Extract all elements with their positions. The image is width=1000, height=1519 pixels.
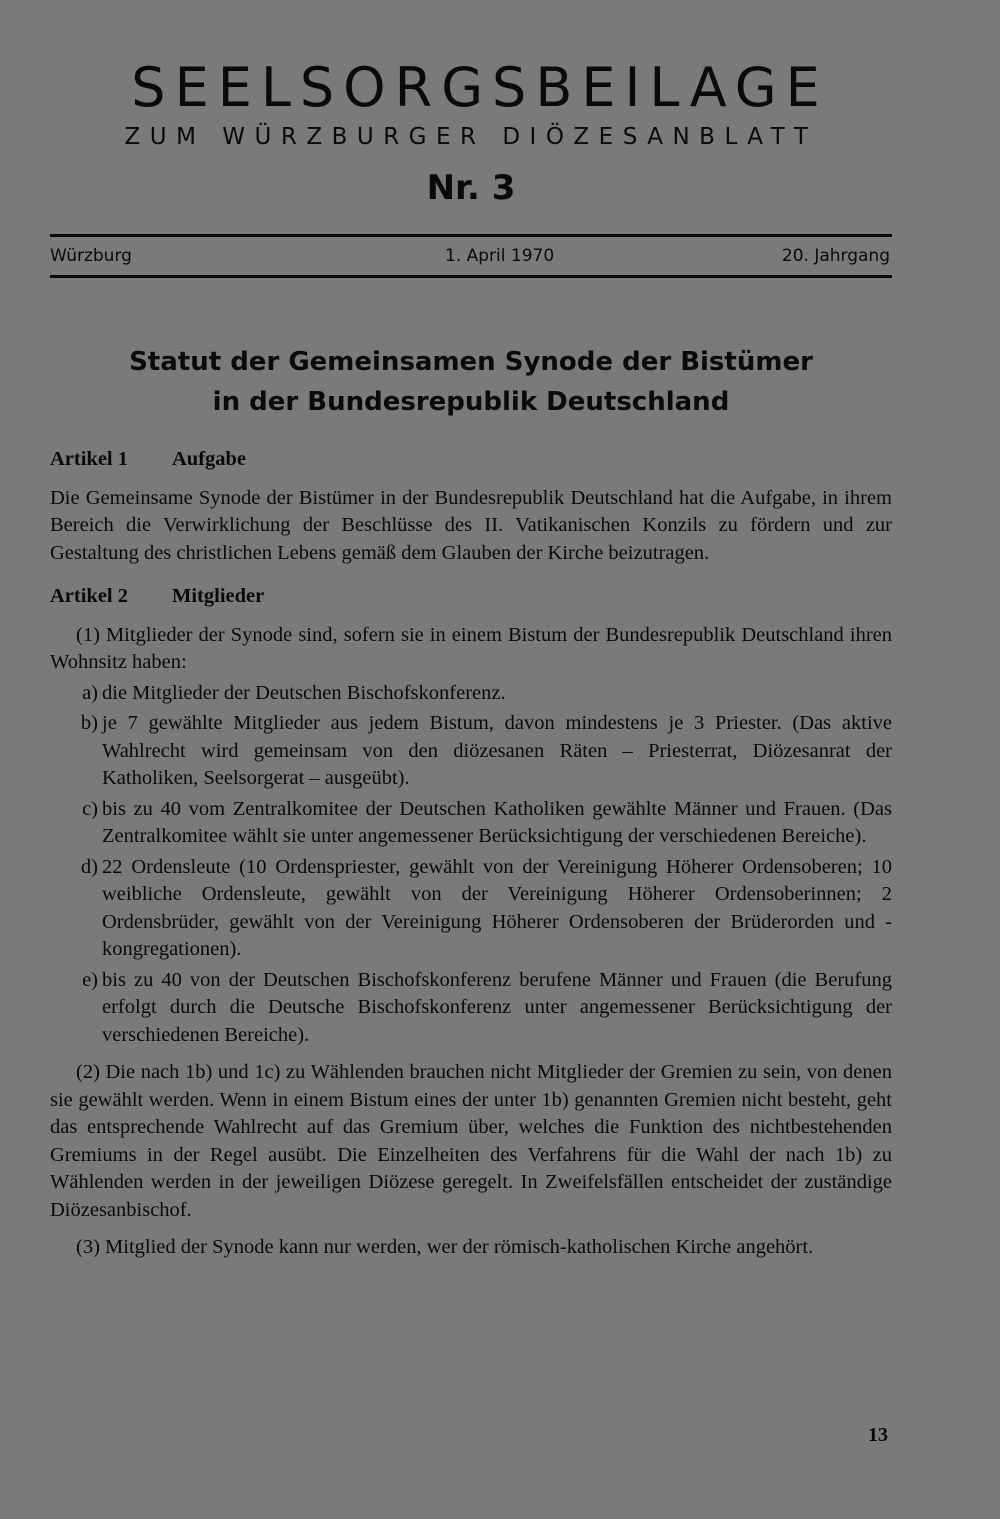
article-2-paragraph-2: (2) Die nach 1b) und 1c) zu Wählenden brauchen nicht Mitglieder der Gremien zu sein, von denen sie gewählt werden. Wenn in einem Bistum eines der unter 1b) genannten Gremien nicht besteht, geht das entsprechende Wahlrecht auf das Gremium über, welches die Funktion des nichtbestehenden Gremiums in der Regel ausübt. Die Einzelheiten des Verfahrens für die Wahl der nach 1b) zu Wählenden werden in der jeweiligen Diözese geregelt. In Zweifelsfällen entscheidet der zuständige Diözesanbischof.	[50, 1061, 892, 1221]
masthead-subtitle: ZUM WÜRZBURGER DIÖZESANBLATT	[124, 124, 818, 150]
document-title-line-1: Statut der Gemeinsamen Synode der Bistümer	[129, 347, 813, 377]
list-item-marker: e)	[82, 968, 98, 991]
article-1-text: Die Gemeinsame Synode der Bistümer in der Bundesrepublik Deutschland hat die Aufgabe, in ihrem Bereich die Verwirklichung der Beschlüsse des II. Vatikanischen Konzils zu fördern und zur Gestaltung des christlichen Lebens gemäß dem Glauben der Kirche beizutragen.	[50, 486, 892, 564]
article-1-label: Artikel 1	[50, 448, 128, 470]
dateline-place: Würzburg	[50, 246, 132, 266]
article-2-label: Artikel 2	[50, 585, 128, 607]
masthead	[50, 56, 892, 210]
list-item	[50, 967, 892, 1050]
list-item-text: bis zu 40 von der Deutschen Bischofskonferenz berufene Männer und Frauen (die Berufung erfolgt durch die Deutsche Bischofskonferenz unter angemessener Berücksichtigung der verschiedenen Bereiche).	[102, 968, 892, 1046]
dateline	[50, 234, 892, 278]
page-number: 13	[868, 1424, 888, 1446]
list-item	[50, 680, 892, 708]
article-1-title: Aufgabe	[172, 448, 247, 470]
document-title	[50, 342, 892, 422]
masthead-title: SEELSORGSBEILAGE	[131, 56, 829, 119]
list-item-marker: a)	[82, 681, 98, 704]
dateline-date: 1. April 1970	[445, 246, 555, 266]
document-title-line-2: in der Bundesrepublik Deutschland	[212, 387, 730, 417]
dateline-volume: 20. Jahrgang	[781, 246, 890, 266]
list-item-text: je 7 gewählte Mitglieder aus jedem Bistum, davon mindestens je 3 Priester. (Das aktive Wahlrecht wird gemeinsam von den diözesanen Räten – Priesterrat, Diözesanrat der Katholiken, Seelsorgerat – ausgeübt).	[102, 712, 892, 789]
list-item	[50, 796, 892, 851]
article-2-heading	[50, 583, 892, 611]
issue-number: Nr. 3	[426, 168, 516, 208]
article-2-paragraph-1: (1) Mitglieder der Synode sind, sofern sie in einem Bistum der Bundesrepublik Deutschland ihren Wohnsitz haben:	[50, 623, 892, 673]
article-2-paragraph-3: (3) Mitglied der Synode kann nur werden, wer der römisch-katholischen Kirche angehört.	[76, 1236, 814, 1258]
list-item-marker: d)	[80, 855, 98, 878]
document-body	[50, 446, 892, 1262]
article-1-heading	[50, 446, 892, 474]
list-item-text: 22 Ordensleute (10 Ordenspriester, gewählt von der Vereinigung Höherer Ordensoberen; 10 weibliche Ordensleute, gewählt von der Vereinigung Höherer Ordensoberinnen; 2 Ordensbrüder, gewählt von der Vereinigung Höherer Ordensoberen der Brüderorden und -kongregationen).	[102, 855, 892, 960]
article-2-title: Mitglieder	[172, 585, 265, 607]
list-item-marker: b)	[80, 712, 98, 734]
list-item-text: bis zu 40 vom Zentralkomitee der Deutschen Katholiken gewählte Männer und Frauen. (Das Zentralkomitee wählt sie unter angemessener Berücksichtigung der verschiedenen Bereiche).	[102, 797, 892, 847]
list-item-marker: c)	[82, 797, 98, 820]
list-item	[50, 854, 892, 964]
list-item	[50, 710, 892, 793]
list-item-text: die Mitglieder der Deutschen Bischofskonferenz.	[102, 681, 506, 704]
